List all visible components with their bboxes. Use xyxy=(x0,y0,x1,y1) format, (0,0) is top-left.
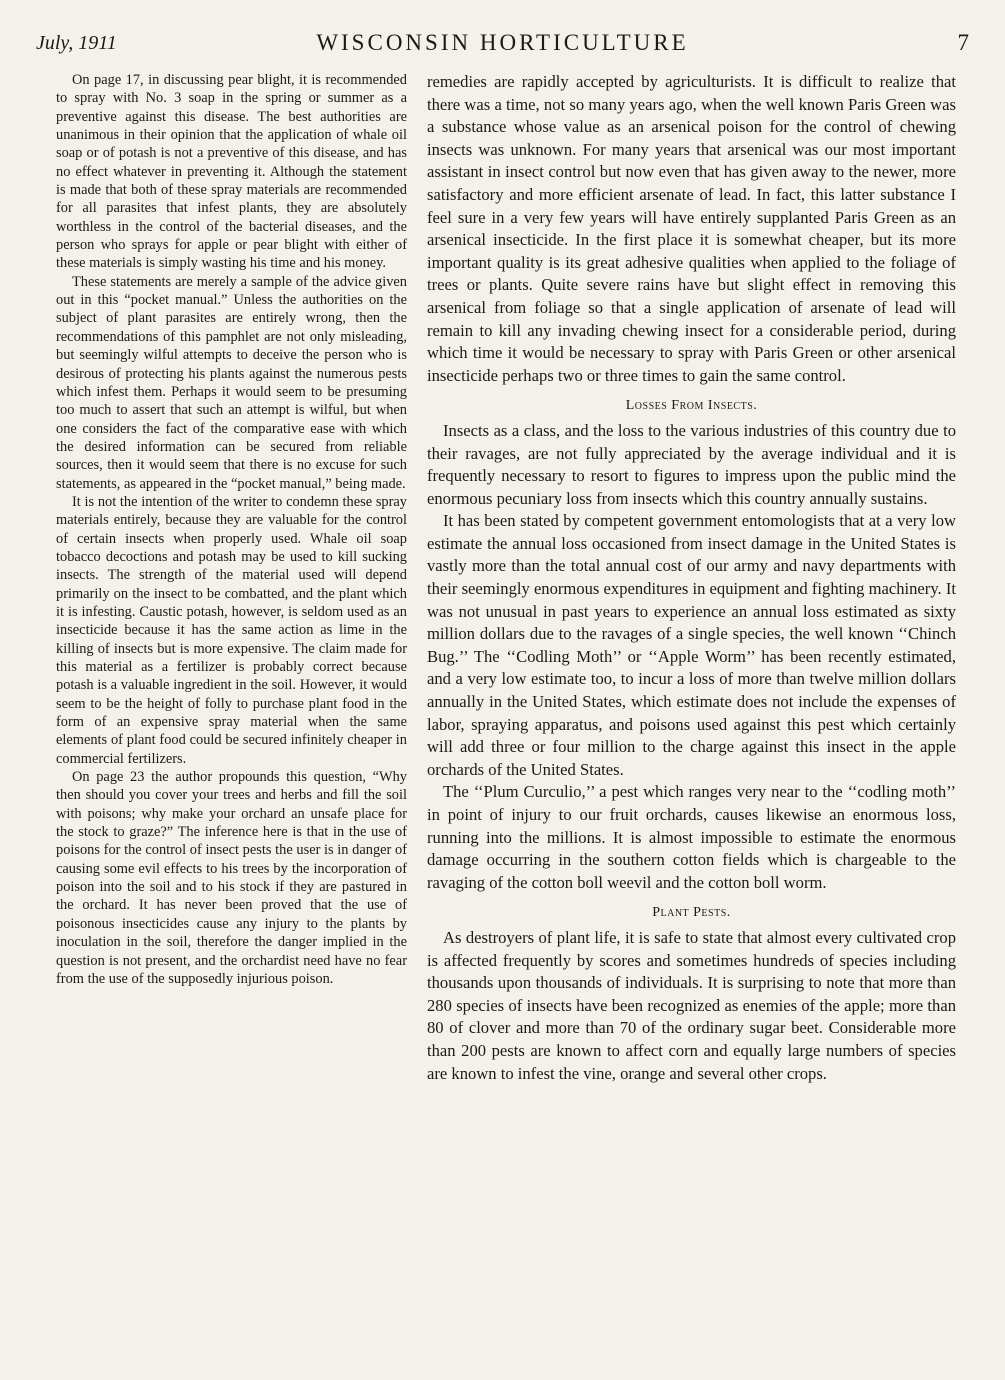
paragraph-continued: remedies are rapidly accepted by agriculturists. It is difficult to realize that there was a time, not so many years ago, when the well known Paris Green was a substance whose value as an arsenical poison for the control of chewing insects was unknown. For many years that arsenical was our most important assistant in insect control but now even that has given away to the newer, more satisfactory and more efficient arsenate of lead. In fact, this latter substance I feel sure in a very few years will have entirely supplanted Paris Green as an arsenical insecticide. In the first place it is somewhat cheaper, but its more important quality is its great adhesive qualities when applied to the foliage of trees or plants. Quite severe rains have but slight effect in removing this arsenical from foliage so that a single application of arsenate of lead will remain to kill any invading chewing insect for a considerable period, during which time it would be necessary to spray with Paris Green or other arsenical insecticide perhaps two or three times to gain the same control. xyxy=(427,72,956,385)
paragraph: On page 17, in discussing pear blight, it is recommended to spray with No. 3 soap in the spring or summer as a preventive against this disease. The best authorities are unanimous in their opinion that the application of whale oil soap or of potash is not a preventive of this disease, and has no effect whatever in preventing it. Although the statement is made that both of these spray materials are recommended for all parasites that infest plants, they are absolutely worthless in the control of the bacterial diseases, and the person who sprays for apple or pear blight with either of these materials is simply wasting his time and his money. xyxy=(56,72,407,272)
paragraph: These statements are merely a sample of the advice given out in this “pocket manual.” Unless the authorities on the subject of plant parasites are entirely wrong, then the recommendations of this pamphlet are not only misleading, but seemingly wilful attempts to deceive the person who is desirous of protecting his plants against the numerous pests which infest them. Perhaps it would seem to be presuming too much to assert that such an attempt is wilful, but when one considers the fact of the comparative ease with which the desired information can be secured from reliable sources, then it would seem that there is no excuse for such statements, as appeared in the “pocket manual,” being made. xyxy=(56,273,407,492)
paragraph: On page 23 the author propounds this question, “Why then should you cover your trees and herbs and fill the soil with poisons; why make your orchard an unsafe place for the stock to graze?” The inference here is that in the use of poisons for the control of insect pests the user is in danger of causing some evil effects to his trees by the incorporation of poison into the soil and to his stock if they are pastured in the orchard. It has never been proved that the use of poisonous insecticides cause any injury to the plants by inoculation in the soil, therefore the danger implied in the question is not present, and the orchardist need have no fear from the use of the supposedly injurious poison. xyxy=(56,769,407,987)
section-heading-losses-from-insects: Losses From Insects. xyxy=(625,398,758,414)
right-column xyxy=(427,71,956,1085)
page-header xyxy=(36,30,969,60)
paragraph: Insects as a class, and the loss to the various industries of this country due to their ravages, are not fully appreciated by the average individual and it is frequently necessary to resort to figures to impress upon the public mind the enormous pecuniary loss from insects which this country annually sustains. xyxy=(427,420,956,508)
left-column xyxy=(56,71,407,988)
paragraph: As destroyers of plant life, it is safe to state that almost every cultivated crop is affected frequently by scores and sometimes hundreds of species including thousands upon thousands of individuals. It is surprising to note that more than 280 species of insects have been recognized as enemies of the apple; more than 80 of clover and more than 70 of the ordinary sugar beet. Considerable more than 200 pests are known to affect corn and equally large numbers of species are known to infest the vine, orange and several other crops. xyxy=(427,927,956,1083)
paragraph: It has been stated by competent government entomologists that at a very low estimate the annual loss occasioned from insect damage in the United States is vastly more than the total annual cost of our army and navy departments with their seemingly enormous expenditures in equipment and fighting machinery. It was not unusual in past years to experience an annual loss estimated as sixty million dollars due to the ravages of a single species, the well known ‘‘Chinch Bug.’’ The ‘‘Codling Moth’’ or ‘‘Apple Worm’’ has been recently estimated, and a very low estimate too, to incur a loss of more than twelve million dollars annually in the United States, which estimate does not include the expenses of labor, spraying apparatus, and poisons used against this pest which certainly will add three or four million to the charge against this insect in the apple orchards of the United States. xyxy=(427,511,956,779)
issue-date: July, 1911 xyxy=(36,32,117,54)
section-heading-plant-pests: Plant Pests. xyxy=(652,905,731,921)
paragraph: The ‘‘Plum Curculio,’’ a pest which ranges very near to the ‘‘codling moth’’ in point of injury to our fruit orchards, causes likewise an enormous loss, running into the millions. It is almost impossible to estimate the enormous damage occurring in the southern cotton fields which is chargeable to the ravaging of the cotton boll weevil and the cotton boll worm. xyxy=(427,782,956,892)
page-number: 7 xyxy=(957,30,969,55)
publication-title: WISCONSIN HORTICULTURE xyxy=(316,30,689,55)
paragraph: It is not the intention of the writer to condemn these spray materials entirely, because they are valuable for the control of certain insects when properly used. Whale oil soap tobacco decoctions and potash may be used to kill sucking insects. The strength of the material used will depend primarily on the insect to be combatted, and the plant which it is infesting. Caustic potash, however, is seldom used as an insecticide because it has the same action as lime in the killing of insects but is more expensive. The claim made for this material as a fertilizer is probably correct because potash is a valuable ingredient in the soil. However, it would seem to be the height of folly to purchase plant food in the form of an expensive spray material when the same elements of plant food could be secured infinitely cheaper in commercial fertilizers. xyxy=(56,493,407,767)
